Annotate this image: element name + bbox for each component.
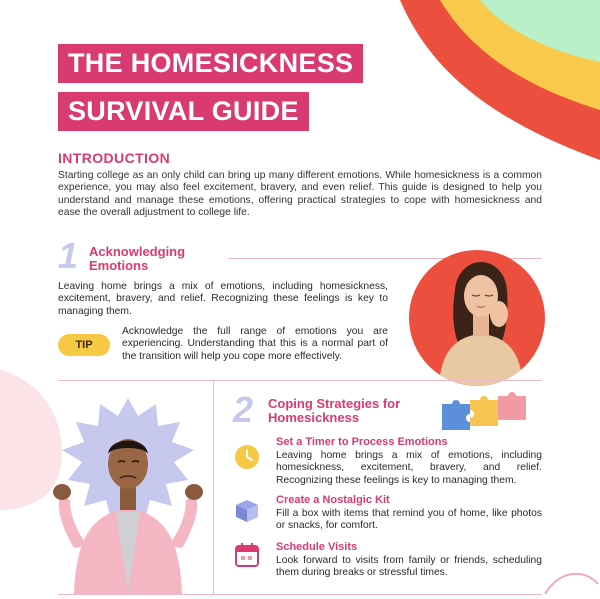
box-icon [233, 496, 261, 524]
title-line-1: THE HOMESICKNESS [58, 44, 363, 83]
section-1-body: Leaving home brings a mix of emotions, including homesickness, excitement, bravery, and relief. Recognizing these feelings is key to managing them. [58, 281, 388, 317]
section-2-number: 2 [233, 389, 254, 430]
man-illustration [48, 388, 208, 594]
item-title-kit: Create a Nostalgic Kit [276, 494, 390, 506]
woman-illustration [409, 250, 545, 386]
rainbow-decoration [380, 0, 600, 175]
puzzle-icon [438, 390, 528, 432]
item-body-visits: Look forward to visits from family or friends, scheduling them during breaks or stressful times. [276, 555, 542, 579]
woman-photo [409, 250, 545, 386]
bottom-divider [58, 594, 542, 595]
item-title-timer: Set a Timer to Process Emotions [276, 436, 448, 448]
column-divider [213, 380, 214, 594]
intro-heading: INTRODUCTION [58, 150, 171, 166]
section-1-title: Acknowledging Emotions [89, 244, 186, 273]
clock-icon [233, 443, 261, 471]
item-body-timer: Leaving home brings a mix of emotions, including homesickness, excitement, bravery, and relief. Recognizing these feelings is key to managing them. [276, 450, 542, 486]
section-1-number: 1 [58, 235, 79, 276]
item-body-kit: Fill a box with items that remind you of home, like photos or snacks, for comfort. [276, 508, 542, 532]
item-title-visits: Schedule Visits [276, 541, 358, 553]
section-divider [58, 380, 542, 381]
title-line-2: SURVIVAL GUIDE [58, 92, 309, 131]
intro-text: Starting college as an only child can bring up many different emotions. While homesickness is a common experience, you may also feel excitement, bravery, and even relief. This guide is designed to help you understand and manage these emotions, offering practical strategies to cope with homesickness and ease the overall adjustment to college life. [58, 170, 542, 219]
tip-text: Acknowledge the full range of emotions you are experiencing. Understanding that this is a normal part of the transition will help you cope more effectively. [122, 326, 388, 362]
swirl-decoration [540, 539, 600, 599]
man-photo [48, 388, 208, 594]
calendar-icon [233, 541, 261, 569]
section-2-title: Coping Strategies for Homesickness [268, 396, 401, 425]
tip-badge: TIP [58, 334, 110, 356]
